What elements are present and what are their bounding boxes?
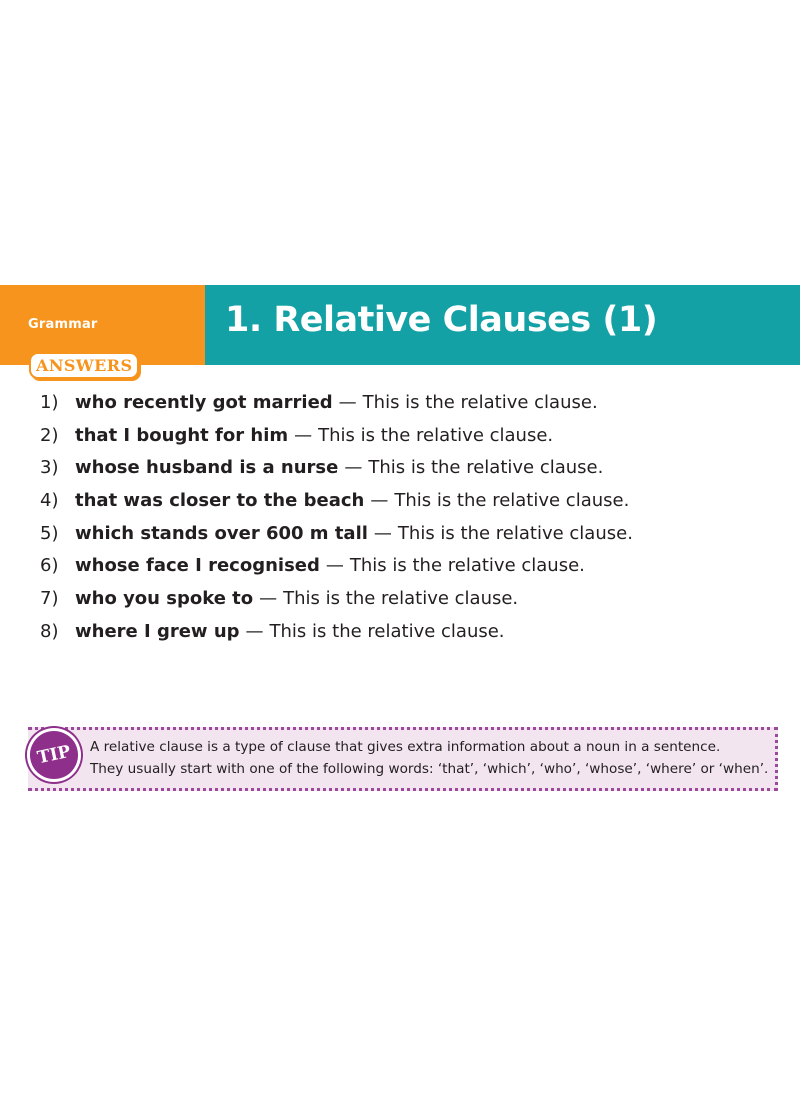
tip-line-2: They usually start with one of the following words: ‘that’, ‘which’, ‘who’, ‘whose’, ‘where’ or ‘when’. (90, 761, 769, 777)
answer-dash: — (325, 555, 344, 577)
answer-note: This is the relative clause. (283, 588, 519, 610)
answer-note: This is the relative clause. (349, 555, 585, 577)
tip-text (90, 736, 768, 780)
answer-clause: where I grew up (75, 620, 240, 642)
answer-clause: who you spoke to (75, 588, 254, 610)
answer-number: 7) (40, 588, 59, 610)
answer-number: 4) (40, 490, 59, 512)
answer-dash: — (245, 620, 264, 642)
answer-dash: — (344, 457, 363, 479)
section-label: Grammar (28, 317, 98, 332)
answer-clause: whose face I recognised (75, 555, 320, 577)
answer-clause: which stands over 600 m tall (75, 522, 368, 544)
answer-note: This is the relative clause. (394, 490, 630, 512)
answer-clause: who recently got married (75, 392, 333, 413)
answer-number: 6) (40, 555, 59, 577)
answer-item (0, 555, 633, 588)
answer-dash: — (373, 522, 392, 544)
answer-clause: that was closer to the beach (75, 490, 365, 512)
answer-note: This is the relative clause. (397, 522, 633, 544)
answer-item (0, 523, 633, 556)
answer-dash: — (259, 588, 278, 610)
tip-badge: TIP (22, 723, 86, 787)
answer-item (0, 621, 633, 654)
answer-number: 3) (40, 457, 59, 479)
answer-dash: — (294, 424, 313, 446)
answer-dash: — (338, 392, 357, 413)
answer-number: 2) (40, 424, 59, 446)
answer-clause: that I bought for him (75, 424, 289, 446)
answer-clause: whose husband is a nurse (75, 457, 339, 479)
answer-item (0, 457, 633, 490)
answers-badge: ANSWERS (29, 352, 139, 379)
answer-note: This is the relative clause. (318, 424, 554, 446)
answer-item (0, 425, 633, 458)
answer-dash: — (370, 490, 389, 512)
answer-number: 5) (40, 522, 59, 544)
answer-note: This is the relative clause. (362, 392, 598, 413)
tip-line-1: A relative clause is a type of clause that gives extra information about a noun in a sentence. (90, 739, 721, 755)
answer-item (0, 392, 633, 425)
answer-note: This is the relative clause. (269, 620, 505, 642)
answers-list (0, 392, 633, 654)
answer-item (0, 588, 633, 621)
answer-number: 8) (40, 620, 59, 642)
answer-item (0, 490, 633, 523)
answer-number: 1) (40, 392, 59, 413)
page-title: 1. Relative Clauses (1) (225, 300, 658, 340)
answer-note: This is the relative clause. (368, 457, 604, 479)
